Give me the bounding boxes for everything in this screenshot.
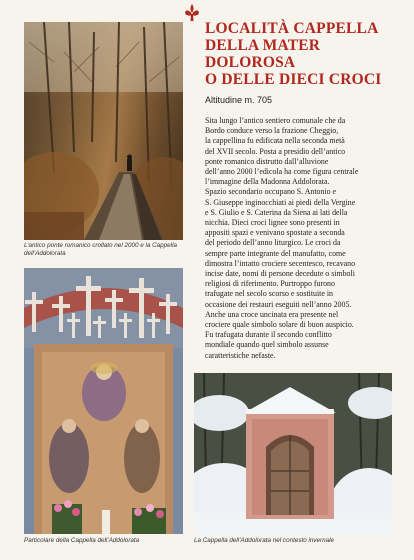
body-line: appositi spazi e venivano spostate a seconda [205,228,345,238]
title-line: DELLA MATER [205,37,321,54]
body-line: S. Giuseppe inginocchiati ai piedi della Vergine [205,197,356,207]
altitude-subtitle: Altitudine m. 705 [205,95,273,105]
body-line: dell’anno 2000 l’edicola ha come figura centrale [205,167,359,177]
body-line: dimostra l’intatto crociere secentesco, recavano [205,258,356,268]
body-line: mondiale quando quel simbolo assunse [205,340,329,350]
photo-chapel-fresco-detail [24,268,183,534]
body-line: Spazio secondario occupano S. Antonio e [205,187,337,197]
body-line: occasione dei restauri eseguiti nell’anno 2005. [205,299,352,309]
body-line: la cappellina fu edificata nella seconda metà [205,136,345,146]
body-line: trafugate nel secolo scorso e sostituite in [205,289,333,299]
body-line: incise date, nomi di persone decedute o simboli [205,269,355,279]
caption-photo-1 [24,242,189,258]
caption-line: dell’Addolorata [24,250,66,257]
body-line: sempre parte integrante del manufatto, come [205,248,346,258]
title-line: LOCALITÀ CAPPELLA [205,20,379,37]
body-line: del periodo dell’anno liturgico. Le croci da [205,238,341,248]
caption-photo-3: La Cappella dell’Addolorata nel contesto invernale [194,537,335,544]
body-line: del XVII secolo. Posta a presidio dell’antico [205,146,346,156]
article-title [205,20,405,88]
body-line: Anche una croce uncinata era presente nel [205,309,339,319]
body-line: Sita lungo l’antico sentiero comunale che da [205,116,346,125]
body-line: Bordo conduce verso la frazione Cheggio, [205,126,339,136]
body-line: ponte romanico distrutto dall’alluvione [205,156,329,166]
body-line: Fu trafugata durante il secondo conflitto [205,330,332,340]
caption-photo-2: Particolare della Cappella dell’Addolorata [24,537,140,544]
body-line: nicchia. Dieci croci lignee sono presenti in [205,218,340,228]
body-line: crociere quale simbolo solare di buon auspicio. [205,320,354,330]
body-line: l’immagine della Madonna Addolorata. [205,177,330,187]
body-line: e S. Giulio e S. Caterina da Siena ai lati della [205,207,348,217]
photo-chapel-winter [194,373,392,535]
body-line: religiosi di riferimento. Purtroppo furono [205,279,335,289]
fleur-de-lis-icon [184,4,200,22]
title-line: O DELLE DIECI CROCI [205,71,382,88]
body-line: caratteristiche nefaste. [205,350,276,360]
photo-ancient-bridge-path [24,22,183,240]
caption-line: L’antico ponte romanico crollato nel 2000 e la Cappella [24,242,177,249]
title-line: DOLOROSA [205,54,296,71]
article-body [205,116,395,361]
